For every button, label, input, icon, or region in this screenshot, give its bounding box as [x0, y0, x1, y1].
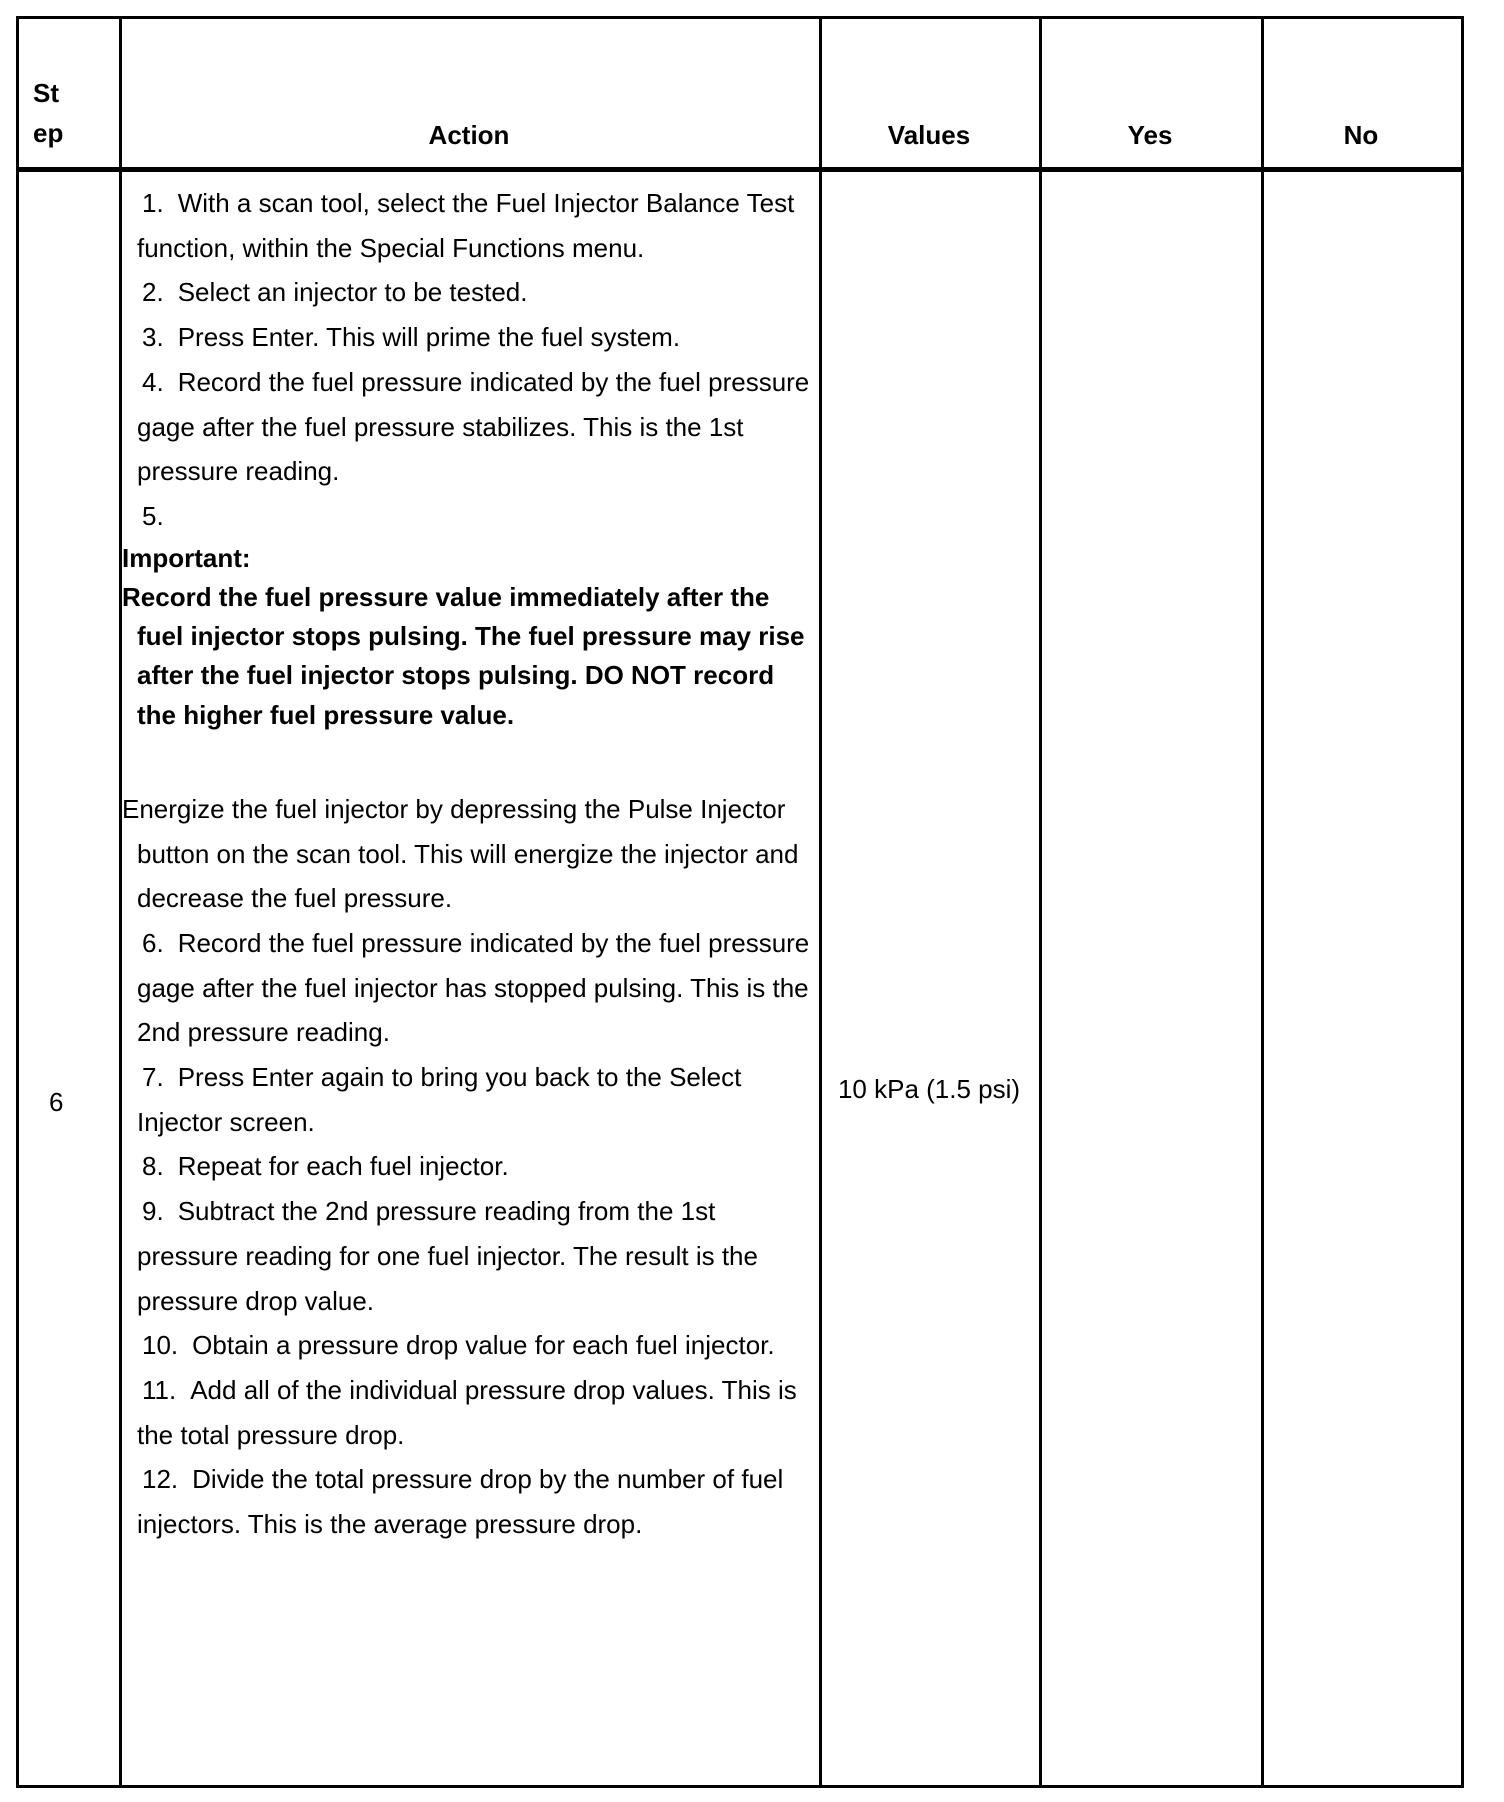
- action-step-item: [122, 315, 819, 360]
- step-item-number: 9.: [142, 1196, 164, 1227]
- step-item-number: 4.: [142, 366, 164, 397]
- action-step-item: [122, 270, 819, 315]
- action-step-item: [122, 1189, 819, 1323]
- energize-instruction: Energize the fuel injector by depressing the Pulse Injector button on the scan tool. This will energize the injector and decrease the fuel pressure.: [122, 793, 799, 914]
- header-values: Values: [887, 120, 971, 150]
- step-item-text: Record the fuel pressure indicated by the fuel pressure gage after the fuel injector has stopped pulsing. This is the 2nd pressure reading.: [137, 927, 810, 1048]
- step-item-number: 1.: [142, 188, 164, 218]
- action-step-item: [122, 921, 819, 1055]
- step-number: 6: [49, 1087, 64, 1117]
- step-item-text: Subtract the 2nd pressure reading from the 1st pressure reading for one fuel injector. The result is the pressure drop value.: [137, 1196, 758, 1316]
- action-step-item: [122, 1144, 819, 1189]
- step-item-number: 6.: [142, 927, 164, 958]
- column-divider: [819, 19, 822, 1785]
- step-item-number: 12.: [142, 1464, 179, 1495]
- step-item-number: 7.: [142, 1062, 164, 1093]
- header-divider: [19, 167, 1461, 172]
- action-step-item: [122, 181, 819, 270]
- header-step: [19, 19, 119, 167]
- step-item-number: 5.: [142, 500, 164, 531]
- action-step-item: [122, 1055, 819, 1144]
- step-item-text: Press Enter. This will prime the fuel system.: [177, 322, 681, 353]
- step-item-text: Obtain a pressure drop value for each fuel injector.: [192, 1330, 775, 1361]
- column-divider: [1039, 19, 1042, 1785]
- step-item-text: Add all of the individual pressure drop values. This is the total pressure drop.: [137, 1374, 797, 1450]
- column-divider: [1261, 19, 1264, 1785]
- header-step-line2: ep: [33, 118, 64, 148]
- action-step-item: [122, 494, 819, 539]
- important-note: Record the fuel pressure value immediately after the fuel injector stops pulsing. The fuel pressure may rise after the fuel injector stops pulsing. DO NOT record the higher fuel pressure value.: [122, 581, 805, 730]
- diagnostic-table: [16, 16, 1464, 1788]
- step-item-number: 10.: [142, 1330, 179, 1361]
- action-steps-list: [122, 181, 819, 539]
- important-title: Important:: [122, 542, 251, 573]
- step-item-text: Repeat for each fuel injector.: [177, 1151, 509, 1182]
- header-no: No: [1343, 120, 1379, 150]
- step-item-text: Press Enter again to bring you back to the Select Injector screen.: [137, 1062, 742, 1137]
- step-item-number: 3.: [142, 322, 164, 353]
- action-step-item: [122, 1368, 819, 1457]
- step-item-text: Record the fuel pressure indicated by the fuel pressure gage after the fuel pressure stabilizes. This is the 1st pressure reading.: [137, 366, 810, 487]
- action-step-item: [122, 360, 819, 494]
- step-item-number: 11.: [142, 1374, 177, 1405]
- step-item-number: 8.: [142, 1151, 164, 1182]
- step-item-text: Select an injector to be tested.: [177, 277, 528, 308]
- action-steps-list: [122, 921, 819, 1547]
- action-cell: [122, 181, 819, 1547]
- header-yes: Yes: [1127, 120, 1173, 150]
- header-action: Action: [428, 120, 510, 150]
- action-step-item: [122, 1323, 819, 1368]
- step-item-number: 2.: [142, 277, 164, 308]
- values-cell: 10 kPa (1.5 psi): [837, 1074, 1021, 1104]
- action-step-item: [122, 1457, 819, 1546]
- header-step-line1: St: [33, 78, 59, 108]
- step-item-text: With a scan tool, select the Fuel Injector Balance Test function, within the Special Functions menu.: [137, 188, 795, 263]
- step-item-text: Divide the total pressure drop by the number of fuel injectors. This is the average pressure drop.: [137, 1464, 784, 1540]
